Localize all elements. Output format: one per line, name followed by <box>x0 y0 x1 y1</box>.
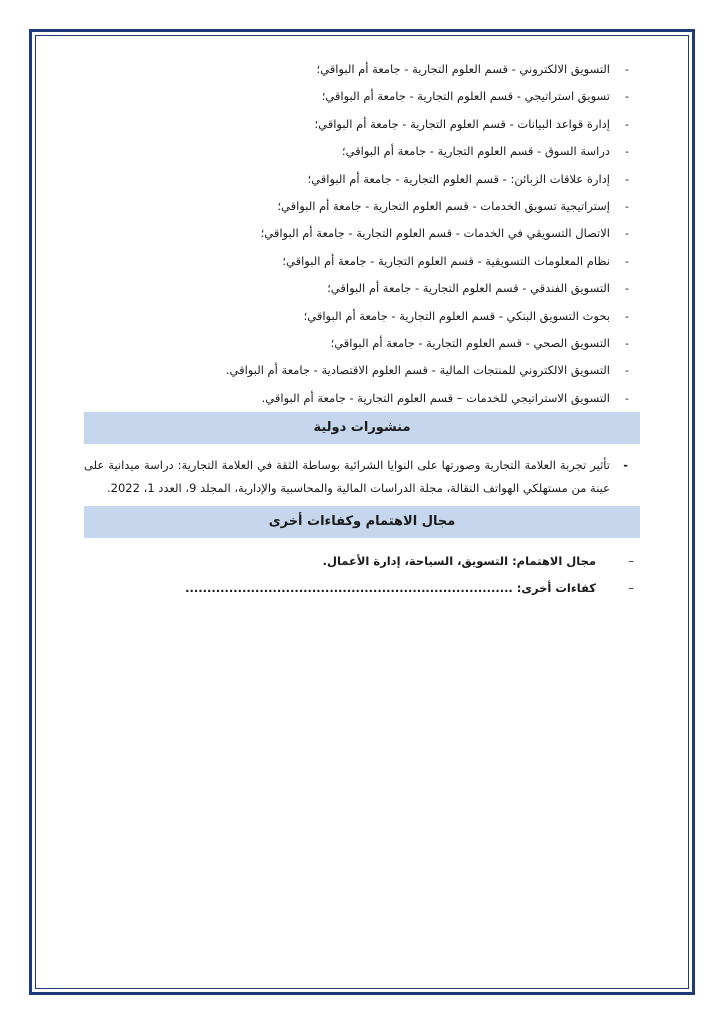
course-item <box>84 248 640 275</box>
course-text: إدارة قواعد البيانات - قسم العلوم التجارية - جامعة أم البواقي؛ <box>314 116 610 131</box>
course-item <box>84 111 640 138</box>
course-item <box>84 166 640 193</box>
bullet-dash: – <box>628 554 634 569</box>
course-text: التسويق الاستراتيجي للخدمات – قسم العلوم التجارية - جامعة أم البواقي. <box>261 390 610 405</box>
bullet-dash: - <box>625 391 629 405</box>
publication-item <box>84 454 640 500</box>
course-item <box>84 303 640 330</box>
course-text: التسويق الالكتروني للمنتجات المالية - قسم العلوم الاقتصادية - جامعة أم البواقي. <box>225 363 610 378</box>
course-text: التسويق الالكتروني - قسم العلوم التجارية - جامعة أم البواقي؛ <box>316 62 610 76</box>
course-item <box>84 138 640 165</box>
bullet-dash: - <box>625 90 629 104</box>
course-item <box>84 275 640 302</box>
course-text: نظام المعلومات التسويقية - قسم العلوم التجارية - جامعة أم البواقي؛ <box>282 253 610 268</box>
course-text: التسويق الصحي - قسم العلوم التجارية - جامعة أم البواقي؛ <box>330 335 610 350</box>
course-text: تسويق استراتيجي - قسم العلوم التجارية - جامعة أم البواقي؛ <box>321 89 610 104</box>
bullet-dash: - <box>623 458 628 473</box>
course-text: بحوث التسويق البنكي - قسم العلوم التجارية - جامعة أم البواقي؛ <box>303 308 610 323</box>
interests-list <box>84 548 640 602</box>
publication-text: تأثير تجربة العلامة التجارية وصورتها على النوايا الشرائية بوساطة الثقة في العلامة التجارية: دراسة ميدانية على عينة من مستهلكي الهواتف النقالة، مجلة الدراسات المالية والمحاسبية والإدارية، المجلد 9، العدد 1، 2022. <box>84 458 610 496</box>
interest-field-item <box>84 548 640 575</box>
course-text: دراسة السوق - قسم العلوم التجارية - جامعة أم البواقي؛ <box>341 144 610 159</box>
course-item <box>84 56 640 83</box>
bullet-dash: - <box>625 364 629 378</box>
bullet-dash: - <box>625 172 629 186</box>
bullet-dash: - <box>625 309 629 323</box>
course-item <box>84 357 640 384</box>
bullet-dash: - <box>625 63 629 76</box>
course-text: إستراتيجية تسويق الخدمات - قسم العلوم التجارية - جامعة أم البواقي؛ <box>277 198 610 213</box>
bullet-dash: - <box>625 199 629 213</box>
course-item <box>84 193 640 220</box>
bullet-dash: – <box>628 581 634 596</box>
bullet-dash: - <box>625 336 629 350</box>
course-text: الاتصال التسويقي في الخدمات - قسم العلوم التجارية - جامعة أم البواقي؛ <box>260 226 610 241</box>
other-skills-item <box>84 575 640 602</box>
document-content <box>84 56 640 602</box>
course-item <box>84 220 640 247</box>
bullet-dash: - <box>625 254 629 268</box>
course-text: إدارة علاقات الزبائن: - قسم العلوم التجارية - جامعة أم البواقي؛ <box>307 171 610 186</box>
bullet-dash: - <box>625 117 629 131</box>
course-item <box>84 385 640 412</box>
course-item <box>84 83 640 110</box>
bullet-dash: - <box>625 145 629 159</box>
section-header-interests: مجال الاهتمام وكفاءات أخرى <box>84 506 640 538</box>
section-header-publications: منشورات دولية <box>84 412 640 444</box>
bullet-dash: - <box>625 282 629 296</box>
bullet-dash: - <box>625 227 629 241</box>
interest-text: مجال الاهتمام: التسويق، السياحة، إدارة الأعمال. <box>322 554 596 569</box>
course-text: التسويق الفندقي - قسم العلوم التجارية - جامعة أم البواقي؛ <box>327 281 610 296</box>
interest-text: كفاءات أخرى: ........................................................................... <box>185 581 596 596</box>
course-item <box>84 330 640 357</box>
courses-list <box>84 56 640 412</box>
